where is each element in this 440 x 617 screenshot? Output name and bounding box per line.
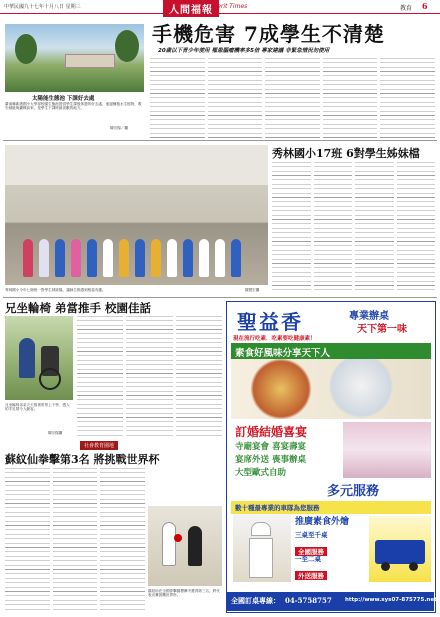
story3-photo (5, 316, 73, 400)
logo: 人間福報 (163, 0, 219, 17)
ad-banner: 素食好風味分享天下人 (231, 343, 431, 361)
story3-caption: 兄坐輪椅弟弟天天推著哥哥上下學，感人的手足情令人動容。 (5, 403, 70, 412)
ad-url: http://www.sys07-875775.net (345, 597, 437, 603)
story3-body (77, 316, 222, 436)
top-photo-credit: 陳宗揚／攝 (110, 126, 128, 130)
top-headline: 手機危害 7成學生不清楚 (152, 22, 385, 46)
ad-banquet-photo (343, 422, 431, 478)
logo-en: Merit Times (212, 3, 248, 10)
top-photo (5, 24, 144, 92)
masthead (0, 0, 440, 14)
ad-hotline: 04-5758757 (285, 596, 332, 605)
story2-body (272, 162, 435, 294)
ad-food-photo (231, 359, 431, 419)
ad-line2: 宴席外送 喪事辦桌 (235, 455, 306, 465)
ad-delivery: 推廣素食外燴 (295, 517, 350, 527)
story4-headline: 蘇紋仙拳擊第3名 將挑戰世界杯 (5, 453, 160, 466)
ad-yellow-strip: 數十種最專業的車隊為您服務 (231, 501, 431, 514)
story4-body (5, 468, 145, 612)
ad-hotline-bar (227, 592, 437, 611)
ad-truck-photo (369, 516, 431, 582)
top-photo-caption-title: 太陽能生態池 下課好去處 (32, 96, 95, 102)
top-photo-caption: 臺南縣新港國小大學部校園生態池提供學生課後休憩的好去處，池邊種植水生植物，吸引蜻蜓與蝴蝶前來，是學生下課時最喜歡的地方。 (5, 102, 142, 111)
ad-slogan: 現在流行吃素．吃素要吃健康素！ (233, 336, 316, 342)
story3-credit: 陳宗揚攝 (48, 431, 63, 435)
story4-photo (148, 506, 222, 586)
ad-option-1a: 三桌至千桌 (295, 531, 328, 539)
ad-line3: 大型歐式自助 (235, 468, 287, 478)
top-body (150, 58, 435, 138)
story2-caption: 秀林國小今年七個班一對學生姊妹檔，讓師生都感到相當有趣。 (5, 288, 106, 292)
section-label: 教育 (400, 5, 413, 12)
story2-photo (5, 145, 268, 285)
ad-option-2a: 一至二桌 (295, 555, 321, 563)
story2-credit: 陳慧宏攝 (245, 288, 260, 292)
ad-tagline1: 專業辦桌 (349, 311, 389, 322)
top-subhead: 20歲以下青少年使用 罹患腦瘤機率多5倍 專家建議 非緊急情況勿使用 (158, 48, 330, 54)
ad-option-1b: 全國服務 (295, 547, 327, 556)
story4-tag: 社會教育園地 (80, 441, 118, 450)
ad-tagline2: 天下第一味 (357, 324, 407, 335)
story4-caption: 蘇紋仙在全國拳擊錦標賽中獲得第三名，將代表出賽挑戰世界杯。 (148, 589, 220, 598)
ad-line1: 寺廟宴會 喜宴壽宴 (235, 442, 306, 452)
story2-headline: 秀林國小17班 6對學生姊妹檔 (272, 147, 420, 160)
divider-mid (3, 297, 437, 298)
issue-date: 中華民國九十七年十月八日 星期三 (4, 4, 81, 10)
story3-headline: 兄坐輪椅 弟當推手 校園佳話 (5, 301, 152, 315)
ad-wedding: 訂婚結婚喜宴 (235, 425, 308, 439)
ad-service: 多元服務 (327, 484, 380, 499)
ad-brand: 聖益香 (237, 310, 303, 334)
ad-hotline-label: 全國訂桌專線： (231, 596, 280, 605)
divider-top (3, 140, 437, 141)
ad-chef-photo (233, 514, 291, 582)
ad-option-2b: 外送服務 (295, 571, 327, 580)
advertisement (226, 301, 436, 613)
ad-option-2 (295, 554, 365, 582)
page-number: 6 (422, 1, 428, 11)
